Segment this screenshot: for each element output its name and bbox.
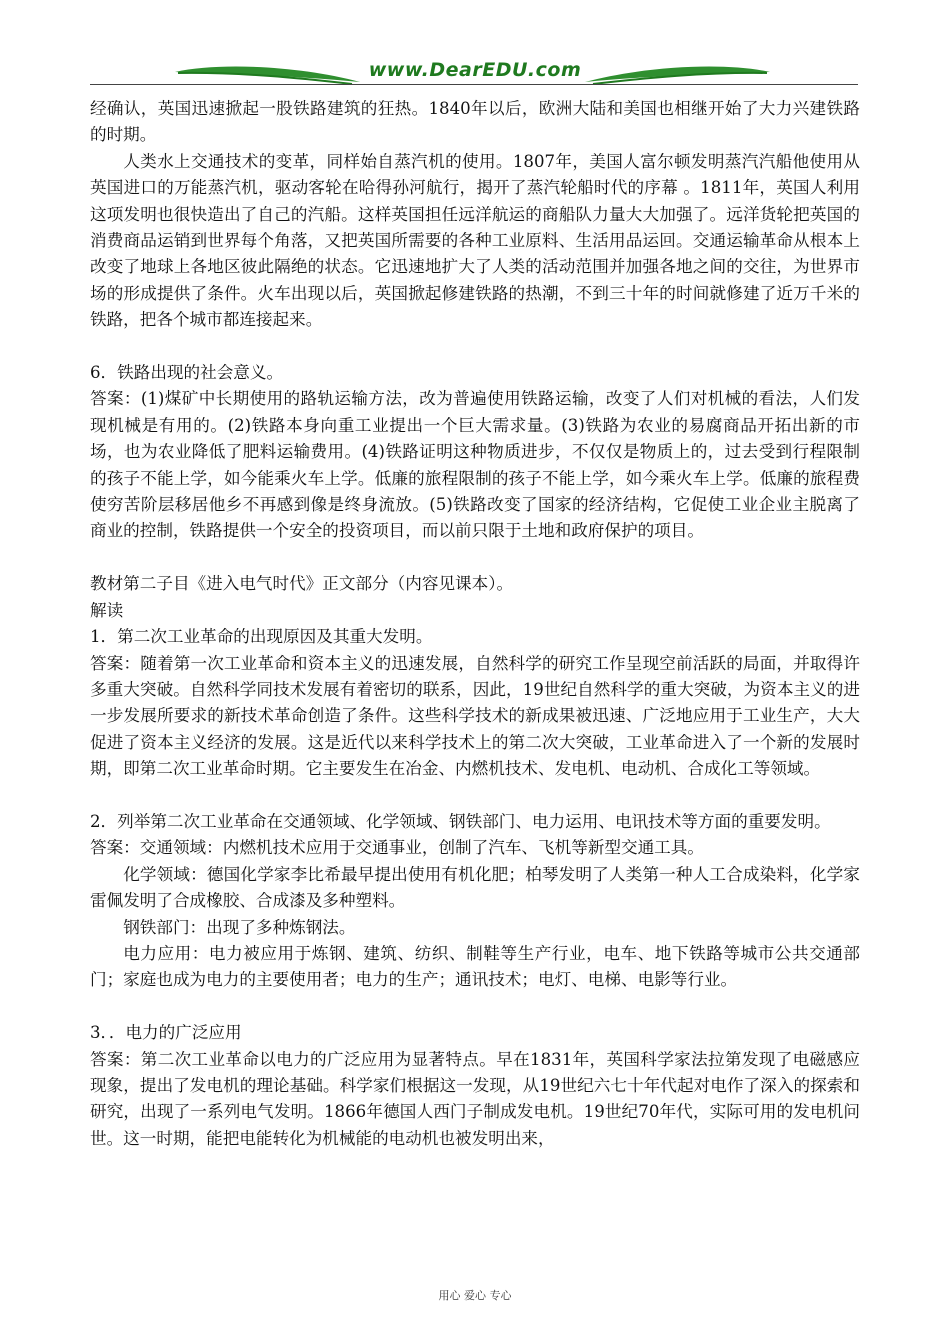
answer-paragraph: 钢铁部门：出现了多种炼钢法。 [123,917,356,937]
paragraph: 人类水上交通技术的变革，同样始自蒸汽机的使用。1807年，美国人富尔顿发明蒸汽汽船他使用从英国进口的万能蒸汽机，驱动客轮在哈得孙河航行，揭开了蒸汽轮船时代的序幕 。1811年，英国人利用这项发明也很快造出了自己的汽船。这样英国担任远洋航运的商船队力量大大加强了。远洋货轮把英国的消费商品运销到世界每个角落，又把英国所需要的各种工业原料、生活用品运回。交通运输革命从根本上改变了地球上各地区彼此隔绝的状态。它迅速地扩大了人类的活动范围并加强各地之间的交往，为世界市场的形成提供了条件。火车出现以后，英国掀起修建铁路的热潮，不到三十年的时间就修建了近万千米的铁路，把各个城市都连接起来。 [90,151,860,330]
site-header [0,52,950,98]
paragraph-gap [90,334,860,360]
answer-paragraph: 化学领域：德国化学家李比希最早提出使用有机化肥；柏琴发明了人类第一种人工合成染料，化学家雷佩发明了合成橡胶、合成漆及多种塑料。 [90,864,860,911]
paragraph-gap [90,545,860,571]
question-heading: 3．．电力的广泛应用 [90,1023,242,1043]
header-rule [90,84,858,85]
answer-paragraph: 答案：交通领域：内燃机技术应用于交通事业，创制了汽车、飞机等新型交通工具。 [90,838,704,858]
paragraph-gap [90,783,860,809]
page-footer: 用心 爱心 专心 [438,1289,512,1302]
answer-paragraph: 答案：(1)煤矿中长期使用的路轨运输方法，改为普遍使用铁路运输，改变了人们对机械的看法，人们发现机械是有用的。(2)铁路本身向重工业提出一个巨大需求量。(3)铁路为农业的易腐商品开拓出新的市场，也为农业降低了肥料运输费用。(4)铁路证明这种物质进步，不仅仅是物质上的，过去受到行程限制的孩子不能上学，如今能乘火车上学。低廉的旅程限制的孩子不能上学，如今乘火车上学。低廉的旅程费使穷苦阶层移居他乡不再感到像是终身流放。(5)铁路改变了国家的经济结构，它促使工业企业主脱离了商业的控制，铁路提供一个安全的投资项目，而以前只限于土地和政府保护的项目。 [90,389,860,541]
site-logo-text: www.DearEDU.com [368,59,582,81]
question-heading: 2．列举第二次工业革命在交通领域、化学领域、钢铁部门、电力运用、电讯技术等方面的重要发明。 [90,811,831,831]
answer-paragraph: 答案：第二次工业革命以电力的广泛应用为显著特点。早在1831年，英国科学家法拉第发现了电磁感应现象，提出了发电机的理论基础。科学家们根据这一发现，从19世纪六七十年代起对电作了深入的探索和研究，出现了一系列电气发明。1866年德国人西门子制成发电机。19世纪70年代，实际可用的发电机问世。这一时期，能把电能转化为机械能的电动机也被发明出来， [90,1049,860,1148]
section-heading: 教材第二子目《进入电气时代》正文部分（内容见课本）。 [90,574,514,594]
answer-paragraph: 答案：随着第一次工业革命和资本主义的迅速发展，自然科学的研究工作呈现空前活跃的局面，并取得许多重大突破。自然科学同技术发展有着密切的联系，因此，19世纪自然科学的重大突破，为资本主义的进一步发展所要求的新技术革命创造了条件。这些科学技术的新成果被迅速、广泛地应用于工业生产，大大促进了资本主义经济的发展。这是近代以来科学技术上的第二次大突破，工业革命进入了一个新的发展时期，即第二次工业革命时期。它主要发生在冶金、内燃机技术、发电机、电动机、合成化工等领域。 [90,653,860,779]
answer-paragraph: 电力应用：电力被应用于炼钢、建筑、纺织、制鞋等生产行业，电车、地下铁路等城市公共交通部门；家庭也成为电力的主要使用者；电力的生产；通讯技术；电灯、电梯、电影等行业。 [90,943,860,990]
section-label: 解读 [90,600,124,620]
question-heading: 1．第二次工业革命的出现原因及其重大发明。 [90,627,433,647]
question-heading: 6．铁路出现的社会意义。 [90,363,284,383]
paragraph-gap [90,994,860,1020]
document-body [90,96,860,1152]
paragraph: 经确认，英国迅速掀起一股铁路建筑的狂热。1840年以后，欧洲大陆和美国也相继开始了大力兴建铁路的时期。 [90,99,860,145]
